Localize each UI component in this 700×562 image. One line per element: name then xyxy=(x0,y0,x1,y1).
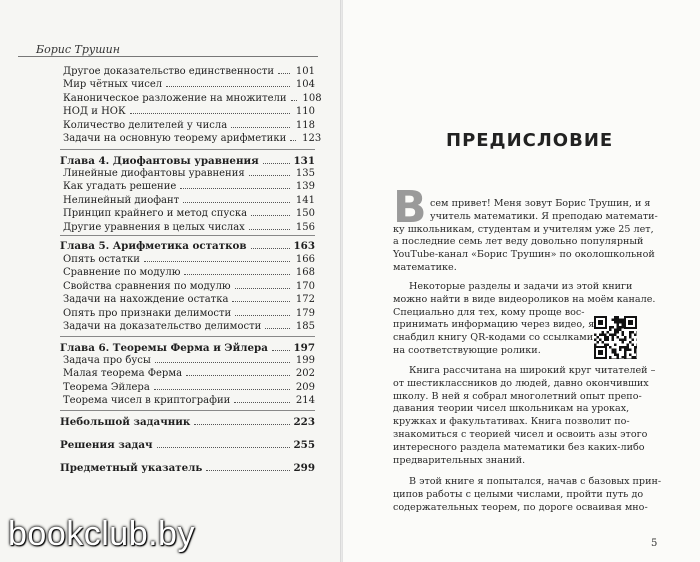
toc-separator xyxy=(60,235,315,236)
toc-entry-page: 139 xyxy=(295,181,315,193)
toc-entry[interactable] xyxy=(60,416,315,428)
toc-entry-title: Свойства сравнения по модулю xyxy=(63,280,231,292)
toc-leader-dots xyxy=(194,424,290,425)
toc-entry-title: Как угадать решение xyxy=(63,181,177,193)
toc-leader-dots xyxy=(130,113,290,114)
toc-entry-title: Другие уравнения в целых числах xyxy=(63,221,245,233)
toc-entry-title: Другое доказательство единственности xyxy=(63,66,275,77)
toc-entry-title: Принцип крайнего и метод спуска xyxy=(63,208,248,220)
preface-line: знакомиться с теорией чисел и освоить азы этого xyxy=(393,429,648,440)
toc-entry-page: 108 xyxy=(302,92,322,104)
toc-entry-page: 185 xyxy=(295,321,315,332)
toc-entry[interactable] xyxy=(63,181,315,193)
toc-entry[interactable] xyxy=(63,66,315,78)
watermark-logo: bookclub.by xyxy=(8,515,195,553)
toc-entry-page: 168 xyxy=(295,267,315,279)
preface-line: на соответствующие ролики. xyxy=(393,345,541,356)
toc-leader-dots xyxy=(278,73,290,74)
preface-line: давания теории чисел школьникам на уроках, xyxy=(393,403,630,415)
preface-line: Книга рассчитана на широкий круг читателей – xyxy=(409,365,656,376)
toc-separator xyxy=(60,410,315,411)
toc-entry-title: Предметный указатель xyxy=(60,462,203,474)
toc-entry-page: 172 xyxy=(295,294,315,306)
toc-entry[interactable] xyxy=(63,168,315,180)
preface-line: содержательных теорем, по дороге осваивая мно- xyxy=(393,501,648,513)
toc-leader-dots xyxy=(144,261,290,262)
toc-leader-dots xyxy=(235,288,290,289)
toc-entry-title: Небольшой задачник xyxy=(60,416,191,428)
toc-leader-dots xyxy=(166,86,290,87)
toc-leader-dots xyxy=(232,301,290,302)
toc-leader-dots xyxy=(234,402,290,403)
toc-entry-title: Мир чётных чисел xyxy=(63,79,163,91)
toc-leader-dots xyxy=(251,215,290,216)
toc-entry[interactable] xyxy=(63,254,315,266)
toc-entry-page: 118 xyxy=(295,119,315,131)
toc-entry-title: Решения задач xyxy=(60,439,153,451)
preface-line: ку школьникам, студентам и учителям уже 25 лет, xyxy=(393,223,654,235)
toc-entry-page: 141 xyxy=(295,194,315,206)
preface-line: YouTube-канал «Борис Трушин» по околошкольной xyxy=(393,249,655,261)
toc-entry-page: 299 xyxy=(293,462,315,474)
preface-line: Некоторые разделы и задачи из этой книги xyxy=(409,281,633,292)
toc-entry-title: Нелинейный диофант xyxy=(63,194,180,206)
preface-line: школу. В ней я собрал многолетний опыт препо- xyxy=(393,390,642,402)
toc-entry[interactable] xyxy=(63,382,315,394)
toc-entry-title: Опять про признаки делимости xyxy=(63,307,232,319)
preface-line: ципов работы с целыми числами, пройти путь до xyxy=(393,488,644,500)
toc-leader-dots xyxy=(249,229,290,230)
toc-chapter-5[interactable]: Глава 5. Арифметика остатков 163 xyxy=(60,240,315,252)
toc-entry[interactable] xyxy=(63,79,315,91)
toc-leader-dots xyxy=(235,315,290,316)
toc-entry-page: 166 xyxy=(295,254,315,265)
toc-entry[interactable] xyxy=(63,208,315,220)
toc-entry-page: 101 xyxy=(295,66,315,77)
toc-entry-title: Задачи на доказательство делимости xyxy=(63,321,262,332)
preface-line: а последние семь лет веду довольно популярный xyxy=(393,236,644,248)
toc-separator xyxy=(60,336,315,337)
qr-code-icon[interactable] xyxy=(594,316,637,359)
toc-entry-title: Сравнение по модулю xyxy=(63,267,181,279)
toc-entry-page: 104 xyxy=(295,79,315,91)
toc-entry[interactable] xyxy=(63,92,322,105)
toc-entry-page: 156 xyxy=(295,221,315,233)
toc-separator xyxy=(60,149,315,150)
toc-entry-title: Линейные диофантовы уравнения xyxy=(63,168,245,179)
toc-chapter-4[interactable]: Глава 4. Диофантовы уравнения 131 xyxy=(60,155,315,167)
preface-line: принимать информацию через видео, я xyxy=(393,319,595,331)
toc-entry-title: Задачи на нахождение остатка xyxy=(63,294,229,306)
toc-entry[interactable] xyxy=(63,368,315,380)
table-of-contents xyxy=(0,0,340,562)
toc-entry-page: 179 xyxy=(295,307,315,319)
preface-line: можно найти в виде видеороликов на моём канале. xyxy=(393,293,656,305)
toc-entry-title: Каноническое разложение на множители xyxy=(63,92,287,104)
toc-leader-dots xyxy=(183,202,290,203)
toc-entry-page: 255 xyxy=(293,439,315,451)
preface-heading: ПРЕДИСЛОВИЕ xyxy=(446,130,614,151)
toc-entry[interactable] xyxy=(63,281,315,293)
preface-line: Специально для тех, кому проще вос- xyxy=(393,306,585,318)
toc-entry[interactable] xyxy=(63,294,315,306)
toc-entry-page: 150 xyxy=(295,208,315,220)
toc-leader-dots xyxy=(155,362,290,363)
toc-entry[interactable] xyxy=(63,195,315,207)
toc-entry-page: 202 xyxy=(295,368,315,380)
toc-entry[interactable] xyxy=(60,439,315,451)
toc-chapter-6[interactable]: Глава 6. Теоремы Ферма и Эйлера 197 xyxy=(60,342,315,354)
toc-entry-page: 123 xyxy=(302,133,322,144)
toc-entry[interactable] xyxy=(63,133,322,145)
preface-line: от шестиклассников до людей, давно окончивших xyxy=(393,377,649,389)
preface-line: В этой книге я попытался, начав с базовых прин- xyxy=(409,476,662,487)
toc-leader-dots xyxy=(290,140,296,141)
toc-leader-dots xyxy=(206,470,290,471)
preface-line: предварительных знаний. xyxy=(393,454,526,466)
toc-entry[interactable] xyxy=(63,395,315,407)
toc-entry[interactable] xyxy=(63,106,315,118)
toc-leader-dots xyxy=(249,175,290,176)
toc-leader-dots xyxy=(157,447,290,448)
running-head: Борис Трушин xyxy=(36,43,120,56)
toc-entry-title: НОД и НОК xyxy=(63,106,126,118)
drop-cap: В xyxy=(393,182,427,233)
toc-entry-page: 110 xyxy=(295,106,315,118)
toc-entry-title: Опять остатки xyxy=(63,254,140,265)
toc-entry[interactable] xyxy=(63,120,315,132)
toc-entry[interactable] xyxy=(63,222,315,234)
toc-entry-page: 135 xyxy=(295,168,315,179)
toc-entry[interactable] xyxy=(63,308,315,320)
toc-entry[interactable] xyxy=(63,355,315,367)
toc-entry-title: Теорема чисел в криптографии xyxy=(63,395,231,407)
preface-line: учитель математики. Я преподаю математи- xyxy=(430,210,658,222)
toc-entry[interactable] xyxy=(60,462,315,474)
preface-line: математике. xyxy=(393,262,457,273)
preface-line: сем привет! Меня зовут Борис Трушин, и я xyxy=(430,198,651,209)
toc-entry-page: 223 xyxy=(293,416,315,428)
toc-entry-page: 199 xyxy=(295,355,315,366)
page-number: 5 xyxy=(651,538,658,549)
preface-line: интересного раздела математики без каких-либо xyxy=(393,441,645,453)
preface-line: кружках и факультативах. Книга позволит по- xyxy=(393,416,630,428)
toc-leader-dots xyxy=(231,127,290,128)
toc-leader-dots xyxy=(186,375,290,376)
toc-entry-page: 209 xyxy=(295,381,315,393)
toc-entry-page: 170 xyxy=(295,280,315,292)
toc-entry[interactable] xyxy=(63,321,315,333)
toc-entry-page: 214 xyxy=(295,395,315,407)
toc-leader-dots xyxy=(154,389,290,390)
toc-entry-title: Задача про бусы xyxy=(63,355,151,366)
toc-leader-dots xyxy=(184,274,290,275)
toc-entry-title: Количество делителей у числа xyxy=(63,119,228,131)
toc-entry-title: Задачи на основную теорему арифметики xyxy=(63,133,287,144)
toc-leader-dots xyxy=(291,100,297,101)
toc-entry-title: Малая теорема Ферма xyxy=(63,368,183,380)
toc-leader-dots xyxy=(265,328,290,329)
toc-entry-title: Теорема Эйлера xyxy=(63,381,150,393)
preface-line: снабдил книгу QR-кодами со ссылками xyxy=(393,332,594,344)
toc-entry[interactable] xyxy=(63,267,315,279)
toc-leader-dots xyxy=(180,188,290,189)
